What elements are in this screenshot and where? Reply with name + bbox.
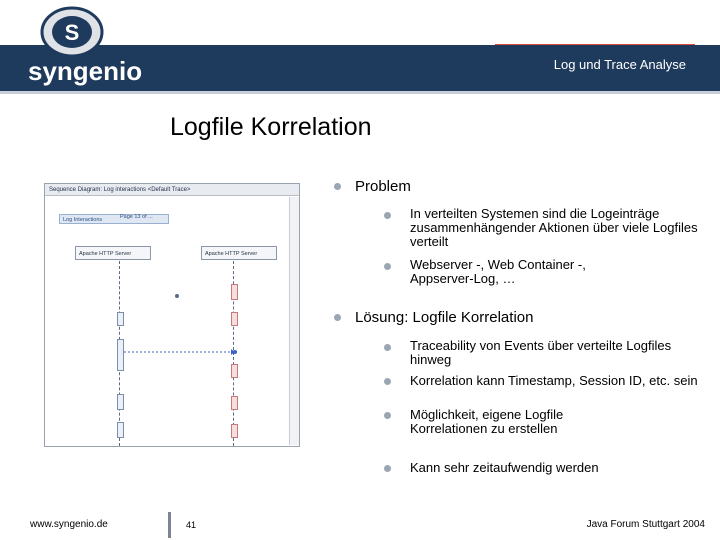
- bullet-solution-item: Kann sehr zeitaufwendig werden: [410, 460, 599, 475]
- bullet-dot: [334, 183, 341, 190]
- bullet-solution-item: Traceability von Events über verteilte Logfiles hinweg: [410, 338, 672, 367]
- screenshot-page-label: Page 13 of ...: [120, 214, 153, 220]
- accent-rule: [495, 44, 695, 45]
- bullet-problem-item: Webserver -, Web Container -, Appserver-Log, …: [410, 257, 586, 286]
- bullet-dot: [334, 314, 341, 321]
- bullet-solution: Lösung: Logfile Korrelation: [355, 309, 534, 326]
- sequence-diagram-screenshot: [44, 183, 300, 447]
- brand-name: syngenio: [28, 56, 143, 86]
- bullet-dot: [384, 378, 391, 385]
- lifeline-box-2: Apache HTTP Server: [201, 246, 277, 260]
- page-title: Logfile Korrelation: [170, 113, 372, 141]
- bullet-dot: [384, 263, 391, 270]
- bullet-problem-item: In verteilten Systemen sind die Logeinträge zusammenhängender Aktionen über viele Logfiles verteilt: [410, 206, 698, 249]
- footer-divider: [168, 512, 171, 538]
- bullet-problem: Problem: [355, 178, 411, 195]
- screenshot-tab-label: Log Interactions: [63, 217, 103, 223]
- logo-letter: S: [64, 20, 80, 45]
- message-arrows: [45, 184, 299, 446]
- footer-url: www.syngenio.de: [30, 519, 108, 530]
- bullet-dot: [384, 412, 391, 419]
- bullet-dot: [384, 344, 391, 351]
- bullet-dot: [384, 212, 391, 219]
- footer-event: Java Forum Stuttgart 2004: [586, 519, 705, 530]
- section-title: Log und Trace Analyse: [553, 57, 686, 72]
- lifeline-box-1: Apache HTTP Server: [75, 246, 151, 260]
- page-number: 41: [186, 520, 197, 530]
- bullet-solution-item: Korrelation kann Timestamp, Session ID, etc. sein: [410, 373, 698, 388]
- header-rule: [0, 91, 720, 94]
- bullet-solution-item: Möglichkeit, eigene Logfile Korrelationen zu erstellen: [410, 407, 564, 436]
- logo-icon: [40, 6, 104, 58]
- screenshot-title: Sequence Diagram: Log interactions <Default Trace>: [45, 184, 299, 196]
- bullet-dot: [384, 465, 391, 472]
